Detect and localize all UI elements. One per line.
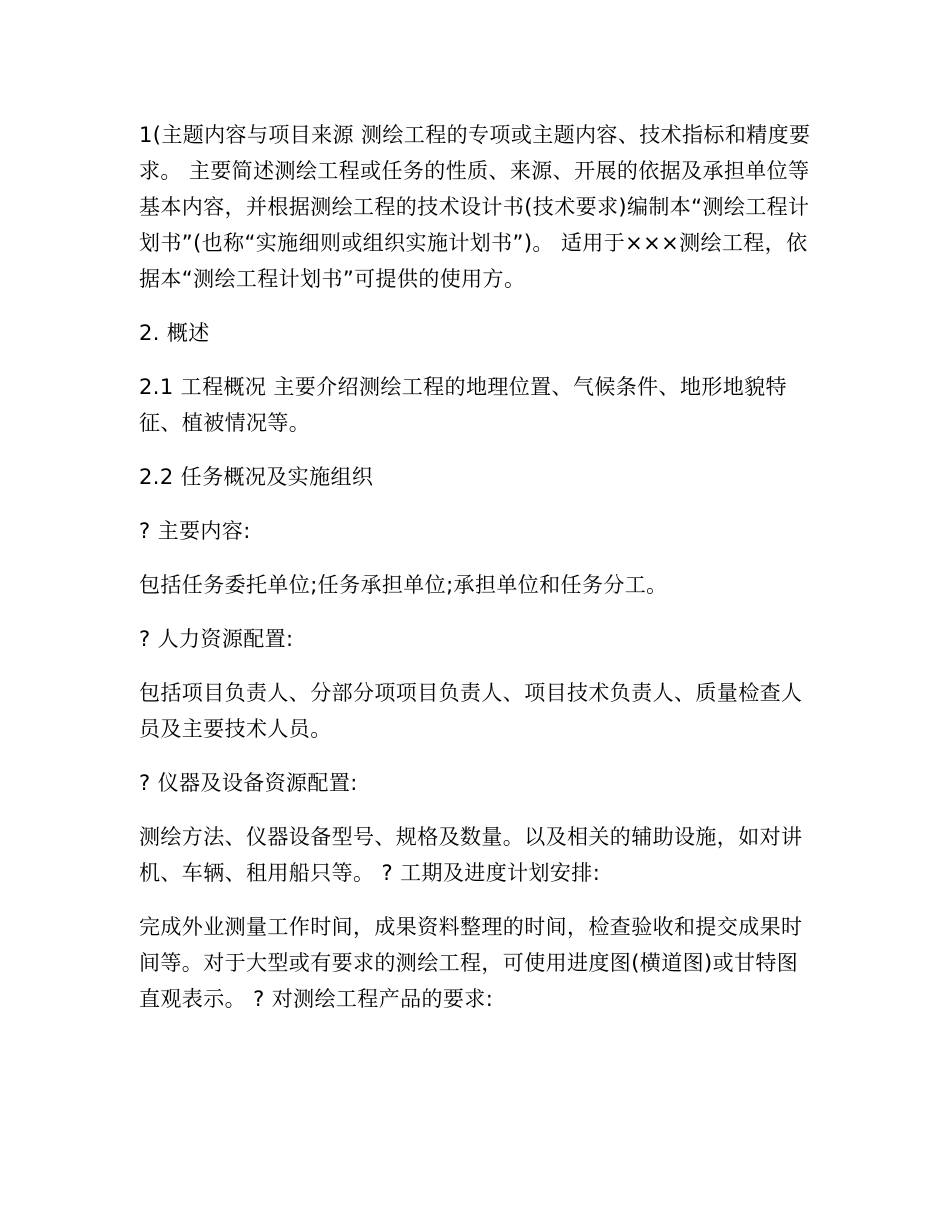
- heading-task-overview: 2.2 任务概况及实施组织: [139, 465, 374, 489]
- paragraph-equipment: 测绘方法、仪器设备型号、规格及数量。以及相关的辅助设施，如对讲机、车辆、租用船只等。 ? 工期及进度计划安排:: [139, 825, 803, 885]
- heading-overview: 2. 概述: [139, 321, 210, 345]
- paragraph-project-overview: 2.1 工程概况 主要介绍测绘工程的地理位置、气候条件、地形地貌特征、植被情况等。: [139, 375, 787, 435]
- document-body: [139, 117, 819, 1035]
- bullet-equipment: ? 仪器及设备资源配置:: [139, 771, 358, 795]
- paragraph-human-resources: 包括项目负责人、分部分项项目负责人、项目技术负责人、质量检查人员及主要技术人员。: [139, 681, 803, 741]
- bullet-main-content: ? 主要内容:: [139, 519, 251, 543]
- paragraph-schedule: 完成外业测量工作时间，成果资料整理的时间，检查验收和提交成果时间等。对于大型或有要求的测绘工程，可使用进度图(横道图)或甘特图直观表示。 ? 对测绘工程产品的要求:: [139, 915, 803, 1011]
- paragraph-main-content: 包括任务委托单位;任务承担单位;承担单位和任务分工。: [139, 573, 668, 597]
- paragraph-intro: 1(主题内容与项目来源 测绘工程的专项或主题内容、技术指标和精度要求。 主要简述测绘工程或任务的性质、来源、开展的依据及承担单位等基本内容，并根据测绘工程的技术设计书(技术要求)编制本“测绘工程计划书”(也称“实施细则或组织实施计划书”)。 适用于×××测绘工程，依据本“测绘工程计划书”可提供的使用方。: [139, 123, 811, 291]
- bullet-human-resources: ? 人力资源配置:: [139, 627, 294, 651]
